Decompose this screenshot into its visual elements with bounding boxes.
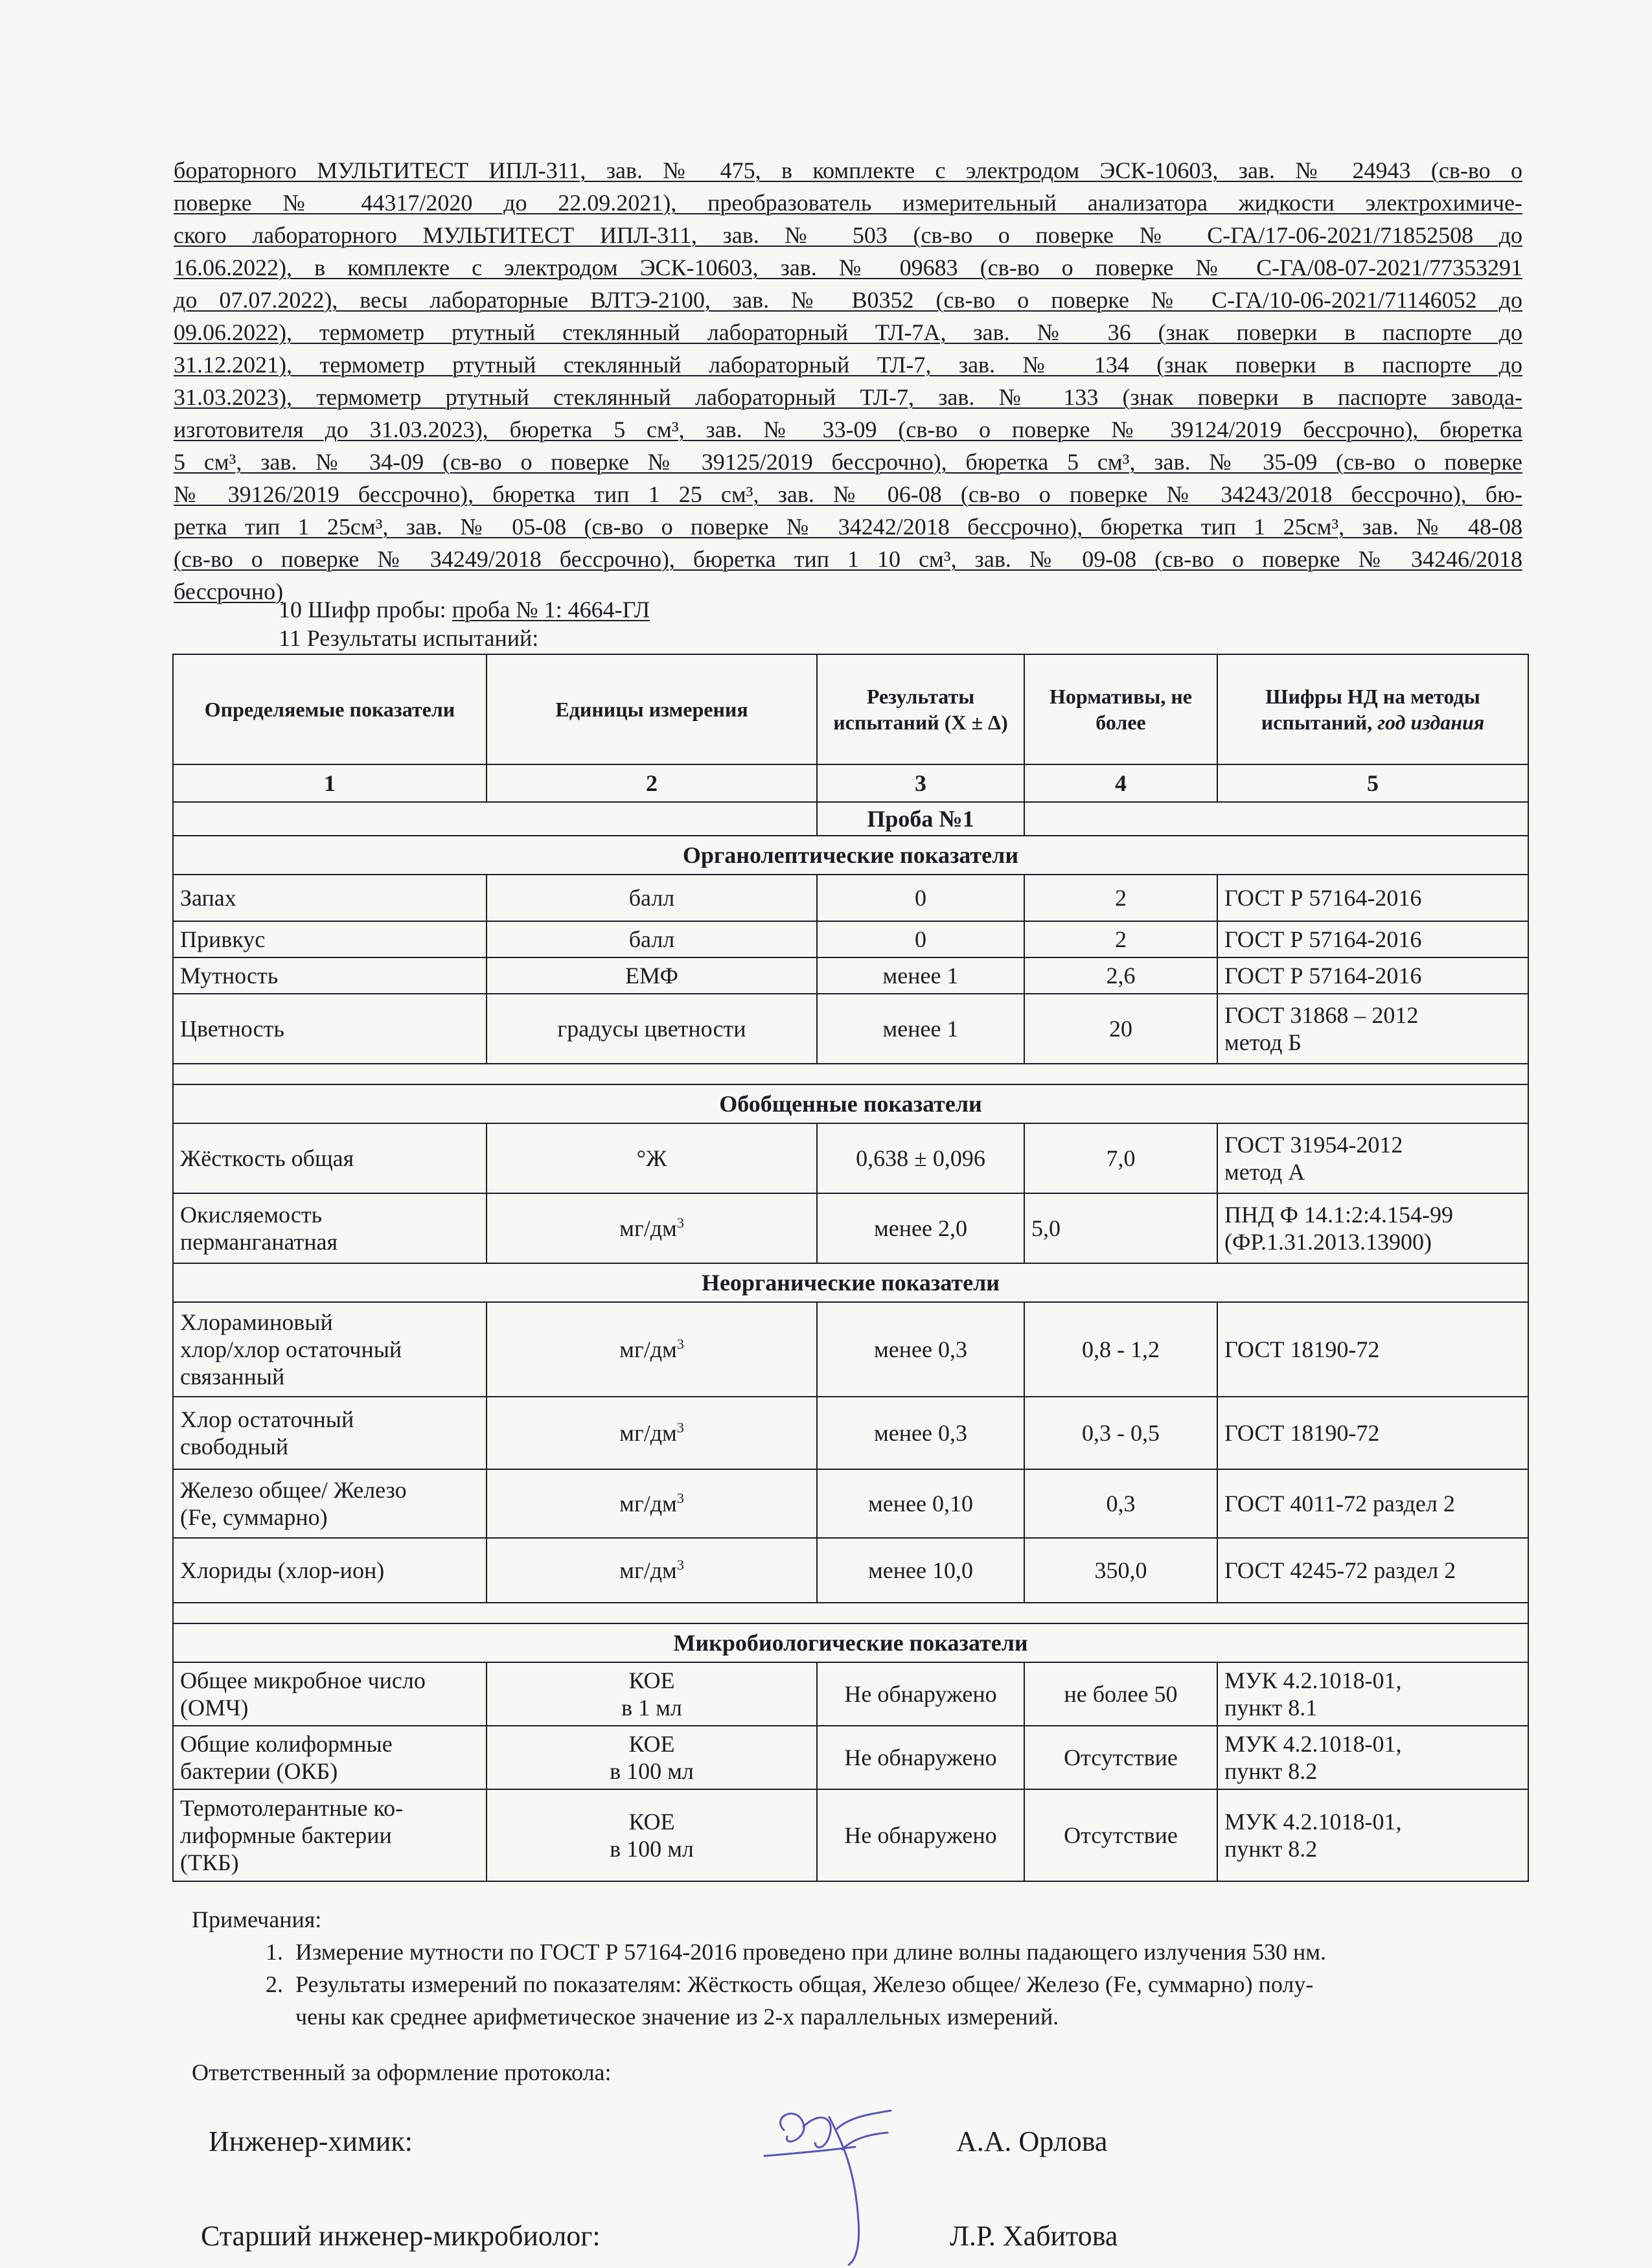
sample-label: Проба №1 xyxy=(817,802,1024,836)
group-gap xyxy=(173,1603,1528,1623)
group-gap xyxy=(173,1064,1528,1084)
indicator-line: Общие колиформные xyxy=(180,1731,393,1757)
signer-role: Старший инженер-микробиолог: xyxy=(201,2220,601,2252)
indicator-line: (Fe, суммарно) xyxy=(180,1504,328,1530)
cell-result: 0,638 ± 0,096 xyxy=(817,1123,1024,1193)
column-number: 5 xyxy=(1217,764,1528,802)
cell-norm: 0,3 - 0,5 xyxy=(1024,1397,1217,1469)
equipment-line: 16.06.2022), в комплекте с электродом ЭСК-10603, зав. № 09683 (св-во о поверке № С-ГА/08-07-2021/77353291 xyxy=(174,255,1522,281)
cell-unit: балл xyxy=(487,875,817,921)
unit-text: мг/дм xyxy=(619,1420,677,1446)
header-result: Результаты испытаний (X ± Δ) xyxy=(817,654,1024,764)
cell-indicator xyxy=(173,1662,487,1726)
header-method xyxy=(1217,654,1528,764)
table-row xyxy=(173,957,1528,994)
cell-method: ГОСТ Р 57164-2016 xyxy=(1217,875,1528,921)
unit-line: КОЕ xyxy=(628,1731,675,1757)
cell-norm: 20 xyxy=(1024,994,1217,1064)
cell-method xyxy=(1217,1662,1528,1726)
equipment-line: 09.06.2022), термометр ртутный стеклянный лабораторный ТЛ-7А, зав. № 36 (знак поверки в паспорте до xyxy=(174,319,1522,345)
table-row xyxy=(173,994,1528,1064)
cell-method: ГОСТ 4245-72 раздел 2 xyxy=(1217,1538,1528,1603)
equipment-line: бораторного МУЛЬТИТЕСТ ИПЛ-311, зав. № 475, в комплекте с электродом ЭСК-10603, зав. № 24943 (св-во о xyxy=(174,157,1522,183)
sample-code xyxy=(279,595,650,624)
group-general: Обобщенные показатели xyxy=(173,1084,1528,1123)
column-number: 3 xyxy=(817,764,1024,802)
cell-norm: не более 50 xyxy=(1024,1662,1217,1726)
indicator-line: бактерии (ОКБ) xyxy=(180,1758,338,1784)
unit-superscript: 3 xyxy=(676,1215,684,1231)
header-method-text: Шифры НД на методы испытаний, xyxy=(1261,685,1480,734)
header-method-italic: год издания xyxy=(1377,711,1485,734)
equipment-line: (св-во о поверке № 34249/2018 бессрочно), бюретка тип 1 10 см³, зав. № 09-08 (св-во о поверке № 34246/2018 xyxy=(174,546,1522,572)
table-row xyxy=(173,1397,1528,1469)
cell-norm: 350,0 xyxy=(1024,1538,1217,1603)
cell-norm: 2,6 xyxy=(1024,957,1217,994)
unit-line: КОЕ xyxy=(628,1809,675,1835)
note-line: чены как среднее арифметическое значение из 2-х параллельных измерений. xyxy=(295,2004,1059,2030)
signer-name: Л.Р. Хабитова xyxy=(950,2220,1118,2252)
method-line: ГОСТ 31868 – 2012 xyxy=(1224,1002,1419,1028)
unit-line: в 1 мл xyxy=(621,1695,682,1721)
cell-unit xyxy=(487,1469,817,1538)
unit-line: КОЕ xyxy=(628,1667,675,1693)
equipment-paragraph xyxy=(174,154,1522,608)
cell-indicator: Жёсткость общая xyxy=(173,1123,487,1193)
cell-unit xyxy=(487,1662,817,1726)
handwritten-signature xyxy=(758,2091,907,2266)
equipment-line: 5 см³, зав. № 34-09 (св-во о поверке № 39125/2019 бессрочно), бюретка 5 см³, зав. № 35-09 (св-во о поверке xyxy=(174,449,1522,475)
cell-result: менее 10,0 xyxy=(817,1538,1024,1603)
indicator-line: (ТКБ) xyxy=(180,1850,239,1875)
method-line: (ФР.1.31.2013.13900) xyxy=(1224,1229,1432,1255)
indicator-line: связанный xyxy=(180,1364,285,1390)
notes-title: Примечания: xyxy=(192,1907,322,1932)
cell-norm: 0,3 xyxy=(1024,1469,1217,1538)
cell-unit: градусы цветности xyxy=(487,994,817,1064)
indicator-line: Окисляемость xyxy=(180,1202,323,1228)
unit-text: мг/дм xyxy=(619,1557,677,1583)
cell-unit: °Ж xyxy=(487,1123,817,1193)
indicator-line: Термотолерантные ко- xyxy=(180,1795,404,1821)
cell-indicator xyxy=(173,1789,487,1881)
table-row xyxy=(173,1193,1528,1263)
cell-indicator: Мутность xyxy=(173,957,487,994)
cell-result: менее 1 xyxy=(817,994,1024,1064)
cell-indicator: Цветность xyxy=(173,994,487,1064)
table-header-row xyxy=(173,654,1528,764)
cell-result: менее 0,10 xyxy=(817,1469,1024,1538)
cell-unit xyxy=(487,1193,817,1263)
group-organoleptic: Органолептические показатели xyxy=(173,836,1528,875)
unit-text: мг/дм xyxy=(619,1215,677,1241)
cell-result: менее 1 xyxy=(817,957,1024,994)
cell-norm: 0,8 - 1,2 xyxy=(1024,1302,1217,1397)
note-item xyxy=(289,1936,1326,1968)
indicator-line: (ОМЧ) xyxy=(180,1695,249,1721)
cell-norm: 7,0 xyxy=(1024,1123,1217,1193)
column-number: 4 xyxy=(1024,764,1217,802)
equipment-line: 31.03.2023), термометр ртутный стеклянный лабораторный ТЛ-7, зав. № 133 (знак поверки в паспорте завода- xyxy=(174,384,1522,410)
results-table xyxy=(172,654,1529,1882)
equipment-line: № 39126/2019 бессрочно), бюретка тип 1 25 см³, зав. № 06-08 (св-во о поверке № 34243/2018 бессрочно), бю- xyxy=(174,481,1522,507)
cell-method xyxy=(1217,1193,1528,1263)
method-line: метод Б xyxy=(1224,1029,1302,1055)
cell-method: ГОСТ Р 57164-2016 xyxy=(1217,957,1528,994)
responsible-label: Ответственный за оформление протокола: xyxy=(192,2059,612,2085)
cell-unit xyxy=(487,1538,817,1603)
table-row xyxy=(173,1469,1528,1538)
cell-unit xyxy=(487,1789,817,1881)
cell-indicator xyxy=(173,1726,487,1789)
results-heading: 11 Результаты испытаний: xyxy=(279,625,539,651)
cell-result: Не обнаружено xyxy=(817,1789,1024,1881)
unit-text: мг/дм xyxy=(619,1491,677,1517)
unit-line: в 100 мл xyxy=(610,1758,694,1784)
cell-method: ГОСТ Р 57164-2016 xyxy=(1217,921,1528,957)
column-number-row xyxy=(173,764,1528,802)
signer-role: Инженер-химик: xyxy=(209,2125,413,2157)
cell-result: Не обнаружено xyxy=(817,1726,1024,1789)
cell-method: ГОСТ 4011-72 раздел 2 xyxy=(1217,1469,1528,1538)
group-micro: Микробиологические показатели xyxy=(173,1623,1528,1662)
table-row xyxy=(173,1538,1528,1603)
notes-section xyxy=(192,1903,1326,2033)
group-row xyxy=(173,1263,1528,1302)
method-line: МУК 4.2.1018-01, xyxy=(1224,1809,1402,1835)
cell-result: 0 xyxy=(817,875,1024,921)
indicator-line: Хлораминовый xyxy=(180,1309,333,1335)
cell-unit: балл xyxy=(487,921,817,957)
cell-unit xyxy=(487,1302,817,1397)
equipment-line: поверке № 44317/2020 до 22.09.2021), преобразователь измерительный анализатора жидкости электрохимиче- xyxy=(174,190,1522,216)
cell-result: менее 0,3 xyxy=(817,1302,1024,1397)
method-line: пункт 8.2 xyxy=(1224,1758,1318,1784)
cell-norm: 2 xyxy=(1024,921,1217,957)
unit-superscript: 3 xyxy=(676,1490,684,1506)
cell-unit: ЕМФ xyxy=(487,957,817,994)
unit-superscript: 3 xyxy=(676,1557,684,1573)
header-units: Единицы измерения xyxy=(487,654,817,764)
indicator-line: Хлор остаточный xyxy=(180,1406,354,1432)
indicator-line: лиформные бактерии xyxy=(180,1822,392,1848)
note-line: 2. Результаты измерений по показателям: Жёсткость общая, Железо общее/ Железо (Fe, суммарно) полу- xyxy=(295,1971,1314,1997)
cell-method xyxy=(1217,1726,1528,1789)
cell-method xyxy=(1217,1789,1528,1881)
cell-norm: 5,0 xyxy=(1024,1193,1217,1263)
cell-method xyxy=(1217,1123,1528,1193)
cell-indicator xyxy=(173,1397,487,1469)
method-line: пункт 8.1 xyxy=(1224,1695,1318,1721)
cell-norm: 2 xyxy=(1024,875,1217,921)
table-row xyxy=(173,1662,1528,1726)
note-item xyxy=(289,1968,1326,2033)
cell-indicator xyxy=(173,1469,487,1538)
column-number: 1 xyxy=(173,764,487,802)
table-row xyxy=(173,1726,1528,1789)
indicator-line: хлор/хлор остаточный xyxy=(180,1336,402,1362)
equipment-line: ретка тип 1 25см³, зав. № 05-08 (св-во о поверке № 34242/2018 бессрочно), бюретка тип 1 25см³, зав. № 48-08 xyxy=(174,514,1522,540)
cell-unit xyxy=(487,1397,817,1469)
table-row xyxy=(173,921,1528,957)
header-norm: Нормативы, не более xyxy=(1024,654,1217,764)
cell-method: ГОСТ 18190-72 xyxy=(1217,1397,1528,1469)
method-line: ПНД Ф 14.1:2:4.154-99 xyxy=(1224,1202,1453,1228)
unit-line: в 100 мл xyxy=(610,1836,694,1862)
equipment-line: ского лабораторного МУЛЬТИТЕСТ ИПЛ-311, зав. № 503 (св-во о поверке № С-ГА/17-06-2021/71852508 до xyxy=(174,222,1522,248)
sample-label-row xyxy=(173,802,1528,836)
signer-name: А.А. Орлова xyxy=(956,2125,1108,2157)
group-row xyxy=(173,836,1528,875)
sample-code-label: 10 Шифр пробы: xyxy=(279,597,452,623)
group-row xyxy=(173,1623,1528,1662)
indicator-line: Железо общее/ Железо xyxy=(180,1477,407,1503)
sample-code-value: проба № 1: 4664-ГЛ xyxy=(452,597,650,623)
cell-unit xyxy=(487,1726,817,1789)
cell-method: ГОСТ 18190-72 xyxy=(1217,1302,1528,1397)
group-inorganic: Неорганические показатели xyxy=(173,1263,1528,1302)
cell-indicator xyxy=(173,1193,487,1263)
cell-norm: Отсутствие xyxy=(1024,1789,1217,1881)
cell-indicator xyxy=(173,1302,487,1397)
method-line: ГОСТ 31954-2012 xyxy=(1224,1132,1403,1158)
cell-norm: Отсутствие xyxy=(1024,1726,1217,1789)
cell-method xyxy=(1217,994,1528,1064)
table-row xyxy=(173,1123,1528,1193)
equipment-line: изготовителя до 31.03.2023), бюретка 5 см³, зав. № 33-09 (св-во о поверке № 39124/2019 бессрочно), бюретка xyxy=(174,417,1522,442)
cell-indicator: Хлориды (хлор-ион) xyxy=(173,1538,487,1603)
table-row xyxy=(173,1302,1528,1397)
cell-indicator: Запах xyxy=(173,875,487,921)
unit-text: мг/дм xyxy=(619,1336,677,1362)
equipment-line: 31.12.2021), термометр ртутный стеклянный лабораторный ТЛ-7, зав. № 134 (знак поверки в паспорте до xyxy=(174,352,1522,378)
column-number: 2 xyxy=(487,764,817,802)
equipment-line: до 07.07.2022), весы лабораторные ВЛТЭ-2100, зав. № В0352 (св-во о поверке № С-ГА/10-06-2021/71146052 до xyxy=(174,287,1522,313)
table-row xyxy=(173,1789,1528,1881)
method-line: МУК 4.2.1018-01, xyxy=(1224,1731,1402,1757)
method-line: метод А xyxy=(1224,1159,1305,1185)
indicator-line: Общее микробное число xyxy=(180,1667,426,1693)
cell-result: менее 2,0 xyxy=(817,1193,1024,1263)
cell-result: Не обнаружено xyxy=(817,1662,1024,1726)
indicator-line: свободный xyxy=(180,1434,289,1460)
notes-list xyxy=(192,1936,1326,2033)
note-line: Измерение мутности по ГОСТ Р 57164-2016 проведено при длине волны падающего излучения 530 нм. xyxy=(295,1939,1327,1965)
equipment-line: бессрочно) xyxy=(174,578,284,604)
table-row xyxy=(173,875,1528,921)
method-line: пункт 8.2 xyxy=(1224,1836,1318,1862)
header-indicator: Определяемые показатели xyxy=(173,654,487,764)
unit-superscript: 3 xyxy=(676,1419,684,1436)
cell-result: менее 0,3 xyxy=(817,1397,1024,1469)
unit-superscript: 3 xyxy=(676,1336,684,1352)
indicator-line: перманганатная xyxy=(180,1229,338,1255)
cell-result: 0 xyxy=(817,921,1024,957)
group-row xyxy=(173,1084,1528,1123)
method-line: МУК 4.2.1018-01, xyxy=(1224,1667,1402,1693)
cell-indicator: Привкус xyxy=(173,921,487,957)
